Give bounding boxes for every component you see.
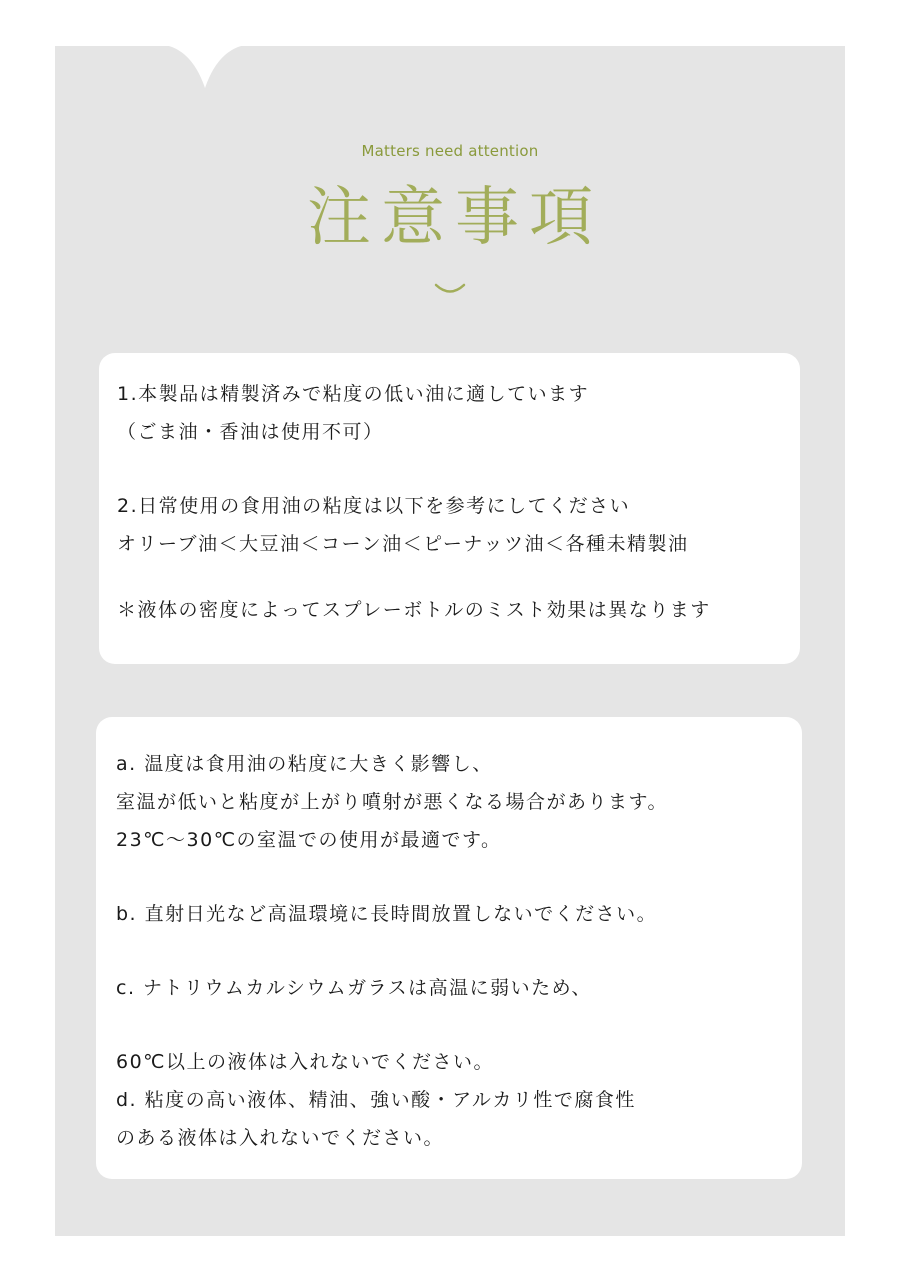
page-subtitle: Matters need attention <box>361 142 539 160</box>
smile-icon <box>430 280 470 300</box>
note-line: ＊液体の密度によってスプレーボトルのミスト効果は異なります <box>117 599 711 621</box>
item-d-line-2: のある液体は入れないでください。 <box>116 1127 445 1149</box>
item-a-line-2: 室温が低いと粘度が上がり噴射が悪くなる場合があります。 <box>116 791 668 813</box>
item-a-line-1: a. 温度は食用油の粘度に大きく影響し、 <box>116 753 493 775</box>
item-2-line-1: 2.日常使用の食用油の粘度は以下を参考にしてください <box>117 495 631 517</box>
item-c-line-1: c. ナトリウムカルシウムガラスは高温に弱いため、 <box>116 977 592 999</box>
caution-card <box>96 717 802 1179</box>
item-d-line-1: d. 粘度の高い液体、精油、強い酸・アルカリ性で腐食性 <box>116 1089 636 1111</box>
item-1-line-2: （ごま油・香油は使用不可） <box>117 421 384 443</box>
page-title: 注意事項 <box>307 181 603 255</box>
usage-card <box>99 353 800 664</box>
item-c-line-2: 60℃以上の液体は入れないでください。 <box>116 1051 495 1073</box>
item-b-line-1: b. 直射日光など高温環境に長時間放置しないでください。 <box>116 903 658 925</box>
item-2-line-2: オリーブ油＜大豆油＜コーン油＜ピーナッツ油＜各種未精製油 <box>117 533 689 555</box>
item-a-line-3: 23℃～30℃の室温での使用が最適です。 <box>116 829 502 851</box>
item-1-line-1: 1.本製品は精製済みで粘度の低い油に適しています <box>117 383 590 405</box>
notch-decoration <box>0 0 900 100</box>
